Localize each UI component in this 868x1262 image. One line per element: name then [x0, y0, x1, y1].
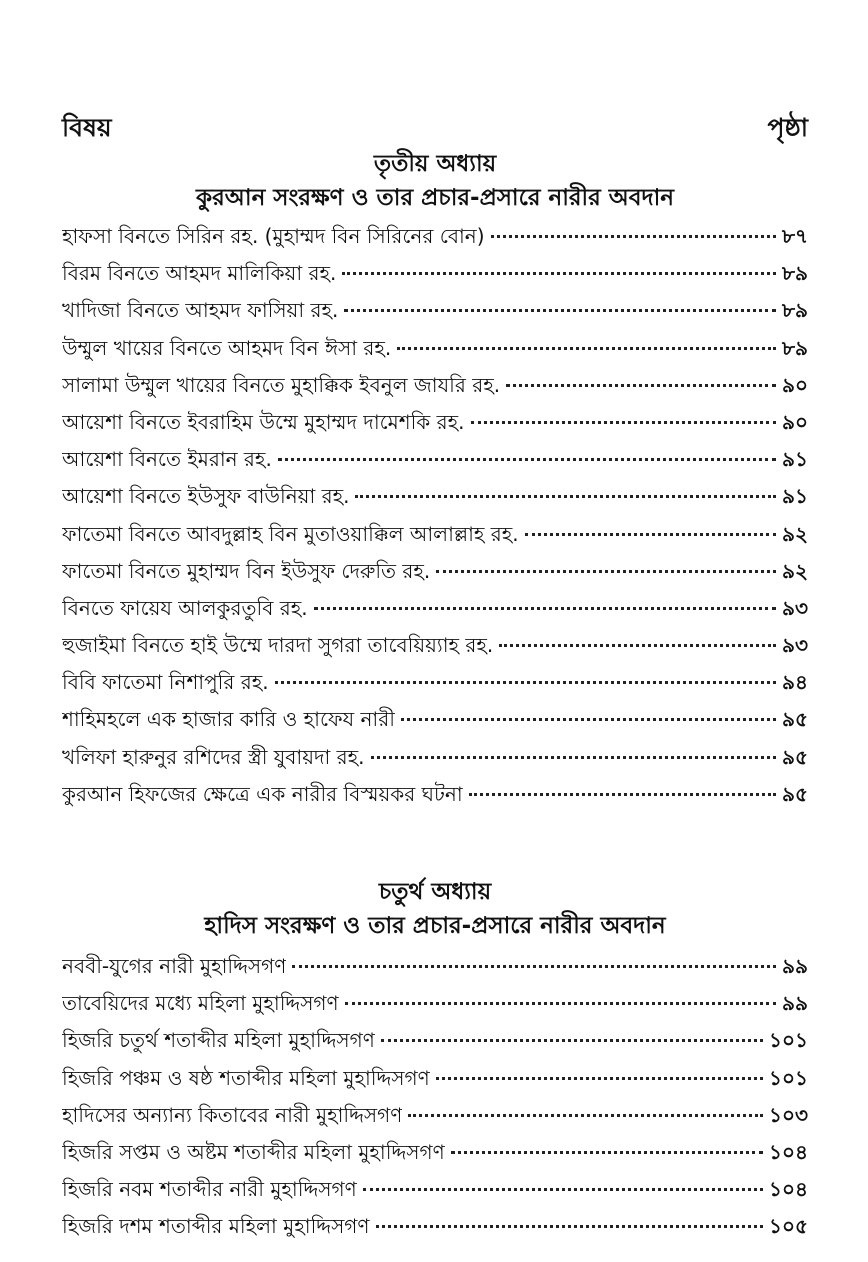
entry-page-number: ১০৪ — [769, 1177, 808, 1202]
toc-entry — [62, 989, 808, 1026]
toc-entry — [62, 631, 808, 668]
dot-leader — [355, 495, 776, 498]
dot-leader — [397, 347, 776, 350]
toc-entry — [62, 594, 808, 631]
entry-title: আয়েশা বিনতে ইউসুফ বাউনিয়া রহ. — [62, 484, 350, 509]
entry-page-number: ৯৯ — [782, 954, 808, 978]
entry-page-number: ৯৩ — [782, 595, 808, 620]
chapter-heading — [62, 876, 808, 944]
subject-heading: বিষয় — [62, 113, 112, 142]
entry-title: কুরআন হিফজের ক্ষেত্রে এক নারীর বিস্ময়কর ঘটনা — [62, 781, 463, 806]
entry-page-number: ১০৪ — [769, 1139, 808, 1164]
dot-leader — [469, 793, 776, 796]
page-heading: পৃষ্ঠা — [767, 113, 808, 142]
entry-title: নববী-যুগের নারী মুহাদ্দিসগণ — [62, 954, 287, 978]
dot-leader — [491, 235, 777, 238]
entry-title: আয়েশা বিনতে ইবরাহিম উম্মে মুহাম্মদ দামেশকি রহ. — [62, 409, 465, 434]
entry-title: তাবেয়িদের মধ্যে মহিলা মুহাদ্দিসগণ — [62, 991, 339, 1016]
entry-page-number: ৯৫ — [782, 744, 808, 769]
dot-leader — [401, 718, 776, 721]
chapter-title: কুরআন সংরক্ষণ ও তার প্রচার-প্রসারে নারীর অবদান — [196, 185, 674, 211]
entry-title: বিনতে ফায়েয আলকুরতুবি রহ. — [62, 595, 308, 620]
entry-page-number: ৯৪ — [782, 670, 808, 695]
chapter-title: হাদিস সংরক্ষণ ও তার প্রচার-প্রসারে নারীর অবদান — [204, 913, 666, 939]
entry-page-number: ৯৩ — [782, 633, 808, 658]
entry-page-number: ১০৩ — [769, 1102, 808, 1127]
toc-entry — [62, 1212, 808, 1249]
entry-title: ফাতেমা বিনতে আবদুল্লাহ বিন মুতাওয়াক্কিল আলাল্লাহ রহ. — [62, 521, 519, 546]
toc-entry — [62, 952, 808, 989]
entry-title: হাদিসের অন্যান্য কিতাবের নারী মুহাদ্দিসগণ — [62, 1102, 403, 1127]
entry-title: ফাতেমা বিনতে মুহাম্মদ বিন ইউসুফ দেরুতি রহ. — [62, 558, 431, 583]
toc-entry — [62, 1101, 808, 1138]
dot-leader — [436, 570, 776, 573]
dot-leader — [436, 1077, 763, 1080]
entry-title: হুজাইমা বিনতে হাই উম্মে দারদা সুগরা তাবেয়িয়্যাহ রহ. — [62, 633, 494, 658]
entry-page-number: ৯২ — [782, 558, 808, 583]
toc-entry — [62, 482, 808, 519]
toc-header — [62, 108, 808, 151]
dot-leader — [451, 1151, 763, 1154]
entry-page-number: ৯০ — [782, 372, 808, 397]
toc-entry — [62, 259, 808, 296]
entry-title: আয়েশা বিনতে ইমরান রহ. — [62, 447, 272, 472]
entry-title: হিজরি সপ্তম ও অষ্টম শতাব্দীর মহিলা মুহাদ্দিসগণ — [62, 1139, 445, 1164]
entry-page-number: ১০১ — [769, 1065, 808, 1090]
dot-leader — [342, 272, 776, 275]
dot-leader — [506, 384, 776, 387]
toc-entry — [62, 520, 808, 557]
dot-leader — [408, 1114, 763, 1117]
entry-title: সালামা উম্মুল খায়ের বিনতে মুহাক্কিক ইবনুল জাযরি রহ. — [62, 372, 501, 397]
entry-page-number: ৯২ — [782, 521, 808, 546]
toc-entry — [62, 371, 808, 408]
entry-page-number: ৯০ — [782, 409, 808, 434]
toc-entry — [62, 743, 808, 780]
toc-list — [62, 952, 808, 1250]
toc-entry — [62, 705, 808, 742]
dot-leader — [275, 681, 776, 684]
entry-title: উম্মুল খায়ের বিনতে আহমদ বিন ঈসা রহ. — [62, 335, 392, 360]
dot-leader — [525, 533, 776, 536]
dot-leader — [363, 1188, 763, 1191]
entry-title: খলিফা হারুনুর রশিদের স্ত্রী যুবায়দা রহ. — [62, 744, 365, 769]
toc-entry — [62, 222, 808, 259]
dot-leader — [292, 965, 776, 968]
dot-leader — [278, 458, 776, 461]
toc-entry — [62, 1175, 808, 1212]
dot-leader — [371, 756, 776, 759]
entry-page-number: ৮৯ — [782, 335, 808, 360]
chapter-number: তৃতীয় অধ্যায় — [373, 151, 497, 177]
entry-title: হিজরি নবম শতাব্দীর নারী মুহাদ্দিসগণ — [62, 1177, 357, 1202]
dot-leader — [499, 644, 776, 647]
toc-entry — [62, 1138, 808, 1175]
dot-leader — [376, 1225, 764, 1228]
entry-page-number: ৯১ — [782, 484, 808, 509]
entry-title: হিজরি দশম শতাব্দীর মহিলা মুহাদ্দিসগণ — [62, 1214, 370, 1239]
toc-entry — [62, 1026, 808, 1063]
entry-title: শাহিমহলে এক হাজার কারি ও হাফেয নারী — [62, 707, 395, 732]
entry-title: হাফসা বিনতে সিরিন রহ. (মুহাম্মদ বিন সিরিনের বোন) — [62, 224, 485, 248]
entry-page-number: ১০১ — [769, 1028, 808, 1053]
toc-entry — [62, 334, 808, 371]
entry-title: হিজরি পঞ্চম ও ষষ্ঠ শতাব্দীর মহিলা মুহাদ্দিসগণ — [62, 1065, 430, 1090]
chapter-number: চতুর্থ অধ্যায় — [378, 879, 492, 905]
entry-title: হিজরি চতুর্থ শতাব্দীর মহিলা মুহাদ্দিসগণ — [62, 1028, 375, 1053]
entry-page-number: ৯৫ — [782, 707, 808, 732]
entry-title: বিবি ফাতেমা নিশাপুরি রহ. — [62, 670, 269, 695]
chapter-heading — [62, 148, 808, 216]
dot-leader — [471, 421, 776, 424]
entry-page-number: ৯৯ — [782, 991, 808, 1016]
entry-page-number: ৮৯ — [782, 261, 808, 286]
dot-leader — [314, 607, 776, 610]
entry-page-number: ৮৭ — [782, 224, 808, 248]
toc-entry — [62, 445, 808, 482]
toc-entry — [62, 408, 808, 445]
toc-entry — [62, 296, 808, 333]
entry-title: খাদিজা বিনতে আহমদ ফাসিয়া রহ. — [62, 298, 339, 323]
dot-leader — [345, 1002, 776, 1005]
toc-entry — [62, 557, 808, 594]
toc-entry — [62, 780, 808, 817]
dot-leader — [344, 309, 776, 312]
entry-title: বিরম বিনতে আহমদ মালিকিয়া রহ. — [62, 261, 337, 286]
entry-page-number: ১০৫ — [769, 1214, 808, 1239]
entry-page-number: ৮৯ — [782, 298, 808, 323]
toc-entry — [62, 668, 808, 705]
entry-page-number: ৯১ — [782, 447, 808, 472]
toc-entry — [62, 1064, 808, 1101]
entry-page-number: ৯৫ — [782, 781, 808, 806]
dot-leader — [381, 1039, 763, 1042]
toc-list — [62, 222, 808, 817]
